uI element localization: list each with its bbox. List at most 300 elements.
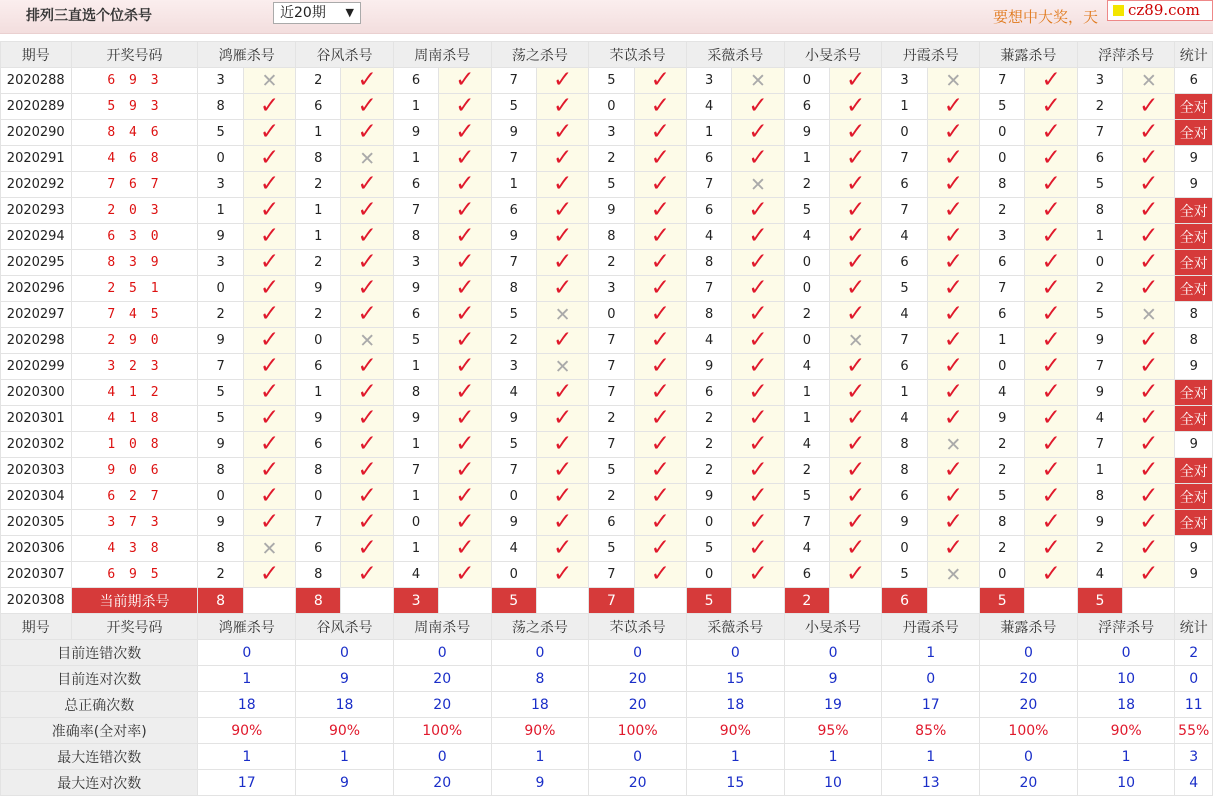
result-cell bbox=[732, 302, 784, 328]
check-icon bbox=[358, 310, 377, 325]
result-cell bbox=[243, 302, 295, 328]
stats-label: 最大连错次数 bbox=[1, 744, 198, 770]
stats-label: 总正确次数 bbox=[1, 692, 198, 718]
kill-number-cell: 5 bbox=[686, 536, 731, 562]
stat-cell: 全对 bbox=[1175, 120, 1213, 146]
check-icon bbox=[846, 544, 865, 559]
result-cell bbox=[1123, 224, 1175, 250]
empty-cell bbox=[830, 588, 882, 614]
draw-number-cell: 4 3 8 bbox=[71, 536, 198, 562]
kill-number-cell: 4 bbox=[491, 380, 536, 406]
result-cell bbox=[830, 432, 882, 458]
result-cell bbox=[439, 120, 491, 146]
check-icon bbox=[748, 440, 767, 455]
kill-number-cell: 7 bbox=[491, 250, 536, 276]
period-cell: 2020306 bbox=[1, 536, 72, 562]
stats-value: 20 bbox=[589, 770, 687, 796]
kill-number-cell: 2 bbox=[198, 562, 243, 588]
check-icon bbox=[748, 492, 767, 507]
check-icon bbox=[1139, 232, 1158, 247]
check-icon bbox=[651, 128, 670, 143]
result-cell bbox=[927, 68, 979, 94]
check-icon bbox=[1041, 570, 1060, 585]
check-icon bbox=[260, 284, 279, 299]
check-icon bbox=[651, 284, 670, 299]
kill-number-cell: 7 bbox=[589, 328, 634, 354]
check-icon bbox=[846, 440, 865, 455]
check-icon bbox=[260, 414, 279, 429]
result-cell bbox=[1025, 510, 1077, 536]
result-cell bbox=[341, 94, 393, 120]
kill-number-cell: 2 bbox=[296, 302, 341, 328]
kill-number-cell: 1 bbox=[296, 380, 341, 406]
result-cell bbox=[634, 510, 686, 536]
stats-value: 1 bbox=[198, 744, 296, 770]
footer-header-row bbox=[1, 614, 1213, 640]
kill-number-cell: 9 bbox=[296, 406, 341, 432]
check-icon bbox=[944, 310, 963, 325]
check-icon bbox=[1139, 544, 1158, 559]
kill-number-cell: 9 bbox=[1077, 380, 1122, 406]
check-icon bbox=[944, 544, 963, 559]
stat-cell: 全对 bbox=[1175, 276, 1213, 302]
result-cell bbox=[927, 224, 979, 250]
kill-number-cell: 1 bbox=[882, 380, 927, 406]
stats-value: 100% bbox=[589, 718, 687, 744]
kill-number-cell: 0 bbox=[393, 510, 438, 536]
check-icon bbox=[846, 362, 865, 377]
column-header: 芣苡杀号 bbox=[589, 42, 687, 68]
period-cell: 2020291 bbox=[1, 146, 72, 172]
kill-number-cell: 0 bbox=[491, 562, 536, 588]
check-icon bbox=[944, 362, 963, 377]
stats-value: 0 bbox=[882, 666, 980, 692]
result-cell bbox=[927, 328, 979, 354]
result-cell bbox=[732, 224, 784, 250]
result-cell bbox=[243, 458, 295, 484]
result-cell bbox=[341, 562, 393, 588]
result-cell bbox=[536, 276, 588, 302]
table-row bbox=[1, 94, 1213, 120]
kill-number-cell: 5 bbox=[980, 94, 1025, 120]
result-cell bbox=[439, 354, 491, 380]
check-icon bbox=[260, 128, 279, 143]
result-cell bbox=[243, 406, 295, 432]
stat-cell: 全对 bbox=[1175, 380, 1213, 406]
check-icon bbox=[651, 102, 670, 117]
result-cell bbox=[1025, 328, 1077, 354]
result-cell bbox=[243, 198, 295, 224]
kill-number-cell: 2 bbox=[784, 302, 829, 328]
result-cell bbox=[243, 250, 295, 276]
kill-number-cell: 2 bbox=[686, 406, 731, 432]
result-cell bbox=[341, 380, 393, 406]
draw-number-cell: 6 2 7 bbox=[71, 484, 198, 510]
stats-value: 20 bbox=[393, 770, 491, 796]
column-header: 期号 bbox=[1, 42, 72, 68]
check-icon bbox=[748, 154, 767, 169]
draw-number-cell: 4 1 2 bbox=[71, 380, 198, 406]
result-cell bbox=[243, 536, 295, 562]
kill-number-cell: 1 bbox=[296, 120, 341, 146]
stats-label: 目前连错次数 bbox=[1, 640, 198, 666]
result-cell bbox=[439, 380, 491, 406]
kill-number-cell: 6 bbox=[686, 198, 731, 224]
check-icon bbox=[748, 206, 767, 221]
stats-value: 1 bbox=[1077, 744, 1175, 770]
check-icon bbox=[846, 284, 865, 299]
result-cell bbox=[439, 146, 491, 172]
kill-number-cell: 2 bbox=[1077, 276, 1122, 302]
site-logo[interactable] bbox=[1107, 0, 1213, 21]
check-icon bbox=[1041, 206, 1060, 221]
result-cell bbox=[536, 406, 588, 432]
check-icon bbox=[358, 492, 377, 507]
stats-value: 90% bbox=[491, 718, 589, 744]
stats-value: 0 bbox=[393, 640, 491, 666]
kill-number-cell: 0 bbox=[198, 276, 243, 302]
result-cell bbox=[536, 172, 588, 198]
result-cell bbox=[830, 328, 882, 354]
result-cell bbox=[1123, 146, 1175, 172]
result-cell bbox=[927, 458, 979, 484]
check-icon bbox=[1139, 414, 1158, 429]
kill-number-cell: 5 bbox=[784, 484, 829, 510]
kill-number-cell: 9 bbox=[393, 276, 438, 302]
result-cell bbox=[830, 380, 882, 406]
check-icon bbox=[358, 284, 377, 299]
check-icon bbox=[846, 414, 865, 429]
result-cell bbox=[243, 484, 295, 510]
kill-number-cell: 9 bbox=[491, 510, 536, 536]
kill-number-cell: 3 bbox=[491, 354, 536, 380]
check-icon bbox=[1041, 414, 1060, 429]
result-cell bbox=[732, 328, 784, 354]
current-kill-number: 8 bbox=[198, 588, 243, 614]
check-icon bbox=[1041, 466, 1060, 481]
check-icon bbox=[358, 388, 377, 403]
result-cell bbox=[634, 328, 686, 354]
check-icon bbox=[358, 76, 377, 91]
result-cell bbox=[927, 276, 979, 302]
result-cell bbox=[1123, 172, 1175, 198]
kill-number-cell: 1 bbox=[393, 484, 438, 510]
kill-number-cell: 6 bbox=[882, 354, 927, 380]
draw-number-cell: 8 4 6 bbox=[71, 120, 198, 146]
result-cell bbox=[732, 68, 784, 94]
check-icon bbox=[748, 102, 767, 117]
result-cell bbox=[243, 380, 295, 406]
result-cell bbox=[732, 484, 784, 510]
stats-value: 4 bbox=[1175, 770, 1213, 796]
result-cell bbox=[830, 68, 882, 94]
draw-number-cell: 4 6 8 bbox=[71, 146, 198, 172]
period-cell: 2020288 bbox=[1, 68, 72, 94]
kill-number-cell: 3 bbox=[393, 250, 438, 276]
result-cell bbox=[536, 536, 588, 562]
stat-cell: 全对 bbox=[1175, 510, 1213, 536]
check-icon bbox=[651, 362, 670, 377]
check-icon bbox=[748, 570, 767, 585]
check-icon bbox=[748, 414, 767, 429]
period-cell: 2020293 bbox=[1, 198, 72, 224]
stat-cell: 9 bbox=[1175, 562, 1213, 588]
check-icon bbox=[748, 544, 767, 559]
kill-number-cell: 1 bbox=[198, 198, 243, 224]
kill-number-cell: 5 bbox=[882, 276, 927, 302]
stats-value: 9 bbox=[784, 666, 882, 692]
period-cell: 2020300 bbox=[1, 380, 72, 406]
stat-cell: 6 bbox=[1175, 68, 1213, 94]
cross-icon bbox=[262, 76, 278, 91]
kill-number-cell: 6 bbox=[296, 536, 341, 562]
table-row bbox=[1, 432, 1213, 458]
period-cell: 2020299 bbox=[1, 354, 72, 380]
kill-number-cell: 3 bbox=[882, 68, 927, 94]
kill-number-cell: 4 bbox=[784, 224, 829, 250]
kill-number-cell: 8 bbox=[882, 458, 927, 484]
result-cell bbox=[830, 354, 882, 380]
result-cell bbox=[830, 94, 882, 120]
check-icon bbox=[1041, 76, 1060, 91]
stat-cell: 全对 bbox=[1175, 406, 1213, 432]
result-cell bbox=[830, 198, 882, 224]
result-cell bbox=[634, 250, 686, 276]
kill-number-cell: 0 bbox=[589, 302, 634, 328]
check-icon bbox=[358, 232, 377, 247]
table-row bbox=[1, 328, 1213, 354]
kill-number-cell: 2 bbox=[589, 146, 634, 172]
result-cell bbox=[732, 432, 784, 458]
result-cell bbox=[1025, 198, 1077, 224]
check-icon bbox=[748, 518, 767, 533]
result-cell bbox=[536, 562, 588, 588]
result-cell bbox=[341, 224, 393, 250]
result-cell bbox=[439, 302, 491, 328]
kill-number-cell: 5 bbox=[198, 120, 243, 146]
stats-value: 0 bbox=[784, 640, 882, 666]
kill-number-cell: 8 bbox=[980, 510, 1025, 536]
result-cell bbox=[439, 68, 491, 94]
check-icon bbox=[455, 232, 474, 247]
kill-number-cell: 0 bbox=[686, 510, 731, 536]
stat-cell: 9 bbox=[1175, 172, 1213, 198]
empty-cell bbox=[243, 588, 295, 614]
cross-icon bbox=[945, 440, 961, 455]
result-cell bbox=[1025, 406, 1077, 432]
check-icon bbox=[846, 206, 865, 221]
stats-value: 85% bbox=[882, 718, 980, 744]
check-icon bbox=[455, 102, 474, 117]
footer-column-header: 荡之杀号 bbox=[491, 614, 589, 640]
result-cell bbox=[1123, 380, 1175, 406]
column-header: 统计 bbox=[1175, 42, 1213, 68]
stats-value: 1 bbox=[882, 640, 980, 666]
kill-number-cell: 7 bbox=[882, 198, 927, 224]
kill-number-cell: 3 bbox=[1077, 68, 1122, 94]
period-cell: 2020308 bbox=[1, 588, 72, 614]
stat-cell: 9 bbox=[1175, 432, 1213, 458]
draw-number-cell: 2 0 3 bbox=[71, 198, 198, 224]
result-cell bbox=[243, 432, 295, 458]
stats-value: 0 bbox=[296, 640, 394, 666]
result-cell bbox=[634, 224, 686, 250]
kill-number-cell: 5 bbox=[198, 406, 243, 432]
kill-number-cell: 9 bbox=[296, 276, 341, 302]
result-cell bbox=[1123, 328, 1175, 354]
result-cell bbox=[830, 120, 882, 146]
current-kill-label: 当前期杀号 bbox=[71, 588, 198, 614]
result-cell bbox=[1025, 458, 1077, 484]
kill-number-cell: 8 bbox=[686, 302, 731, 328]
check-icon bbox=[553, 414, 572, 429]
kill-number-cell: 6 bbox=[882, 484, 927, 510]
result-cell bbox=[634, 432, 686, 458]
check-icon bbox=[553, 466, 572, 481]
stats-value: 0 bbox=[198, 640, 296, 666]
check-icon bbox=[260, 518, 279, 533]
stats-value: 18 bbox=[198, 692, 296, 718]
check-icon bbox=[846, 154, 865, 169]
result-cell bbox=[634, 120, 686, 146]
kill-number-cell: 9 bbox=[882, 510, 927, 536]
kill-number-cell: 4 bbox=[784, 354, 829, 380]
kill-number-cell: 2 bbox=[1077, 536, 1122, 562]
check-icon bbox=[455, 180, 474, 195]
kill-number-cell: 6 bbox=[393, 302, 438, 328]
check-icon bbox=[553, 336, 572, 351]
stat-cell: 8 bbox=[1175, 328, 1213, 354]
stats-value: 90% bbox=[198, 718, 296, 744]
check-icon bbox=[1139, 180, 1158, 195]
result-cell bbox=[927, 562, 979, 588]
result-cell bbox=[634, 94, 686, 120]
result-cell bbox=[1025, 276, 1077, 302]
stats-value: 8 bbox=[491, 666, 589, 692]
check-icon bbox=[944, 232, 963, 247]
check-icon bbox=[455, 154, 474, 169]
result-cell bbox=[1025, 68, 1077, 94]
current-kill-number: 5 bbox=[491, 588, 536, 614]
result-cell bbox=[1025, 250, 1077, 276]
result-cell bbox=[732, 458, 784, 484]
result-cell bbox=[243, 224, 295, 250]
stat-cell: 9 bbox=[1175, 354, 1213, 380]
kill-number-cell: 1 bbox=[393, 432, 438, 458]
check-icon bbox=[260, 570, 279, 585]
current-kill-number: 3 bbox=[393, 588, 438, 614]
result-cell bbox=[341, 276, 393, 302]
check-icon bbox=[260, 258, 279, 273]
check-icon bbox=[846, 128, 865, 143]
result-cell bbox=[536, 380, 588, 406]
kill-number-cell: 1 bbox=[784, 380, 829, 406]
result-cell bbox=[634, 536, 686, 562]
stats-value: 10 bbox=[784, 770, 882, 796]
result-cell bbox=[243, 510, 295, 536]
check-icon bbox=[260, 232, 279, 247]
stats-value: 20 bbox=[589, 666, 687, 692]
kill-number-cell: 4 bbox=[393, 562, 438, 588]
kill-number-cell: 2 bbox=[686, 432, 731, 458]
kill-number-cell: 9 bbox=[198, 328, 243, 354]
table-row bbox=[1, 302, 1213, 328]
kill-number-cell: 0 bbox=[882, 536, 927, 562]
check-icon bbox=[358, 128, 377, 143]
kill-number-cell: 2 bbox=[980, 458, 1025, 484]
kill-number-cell: 1 bbox=[393, 94, 438, 120]
kill-number-cell: 6 bbox=[393, 68, 438, 94]
check-icon bbox=[1041, 258, 1060, 273]
result-cell bbox=[634, 380, 686, 406]
kill-number-cell: 1 bbox=[393, 536, 438, 562]
check-icon bbox=[1139, 128, 1158, 143]
kill-number-cell: 1 bbox=[296, 198, 341, 224]
check-icon bbox=[1041, 440, 1060, 455]
kill-number-cell: 7 bbox=[198, 354, 243, 380]
kill-number-cell: 8 bbox=[198, 536, 243, 562]
kill-number-cell: 9 bbox=[393, 406, 438, 432]
result-cell bbox=[830, 458, 882, 484]
current-kill-number: 5 bbox=[980, 588, 1025, 614]
kill-number-cell: 7 bbox=[589, 380, 634, 406]
check-icon bbox=[1139, 258, 1158, 273]
cross-icon bbox=[750, 76, 766, 91]
period-select[interactable] bbox=[273, 2, 361, 24]
check-icon bbox=[651, 206, 670, 221]
kill-number-cell: 7 bbox=[686, 172, 731, 198]
check-icon bbox=[944, 102, 963, 117]
result-cell bbox=[341, 536, 393, 562]
kill-number-cell: 1 bbox=[980, 328, 1025, 354]
kill-number-cell: 5 bbox=[980, 484, 1025, 510]
current-period-row bbox=[1, 588, 1213, 614]
check-icon bbox=[1139, 440, 1158, 455]
kill-number-cell: 0 bbox=[980, 562, 1025, 588]
draw-number-cell: 2 5 1 bbox=[71, 276, 198, 302]
kill-number-cell: 7 bbox=[589, 432, 634, 458]
current-kill-number: 6 bbox=[882, 588, 927, 614]
check-icon bbox=[1041, 310, 1060, 325]
kill-number-cell: 8 bbox=[198, 94, 243, 120]
check-icon bbox=[846, 258, 865, 273]
result-cell bbox=[1025, 224, 1077, 250]
check-icon bbox=[455, 284, 474, 299]
empty-cell bbox=[1123, 588, 1175, 614]
kill-number-cell: 8 bbox=[491, 276, 536, 302]
kill-number-cell: 0 bbox=[589, 94, 634, 120]
check-icon bbox=[944, 518, 963, 533]
result-cell bbox=[732, 536, 784, 562]
result-cell bbox=[927, 120, 979, 146]
result-cell bbox=[536, 224, 588, 250]
check-icon bbox=[846, 388, 865, 403]
stats-row bbox=[1, 718, 1213, 744]
result-cell bbox=[634, 354, 686, 380]
column-header: 采薇杀号 bbox=[686, 42, 784, 68]
stats-value: 20 bbox=[980, 770, 1078, 796]
check-icon bbox=[1041, 232, 1060, 247]
kill-number-cell: 4 bbox=[882, 224, 927, 250]
check-icon bbox=[651, 466, 670, 481]
result-cell bbox=[1025, 354, 1077, 380]
result-cell bbox=[536, 120, 588, 146]
stat-cell: 全对 bbox=[1175, 198, 1213, 224]
check-icon bbox=[455, 206, 474, 221]
table-row bbox=[1, 172, 1213, 198]
check-icon bbox=[748, 310, 767, 325]
check-icon bbox=[1139, 466, 1158, 481]
